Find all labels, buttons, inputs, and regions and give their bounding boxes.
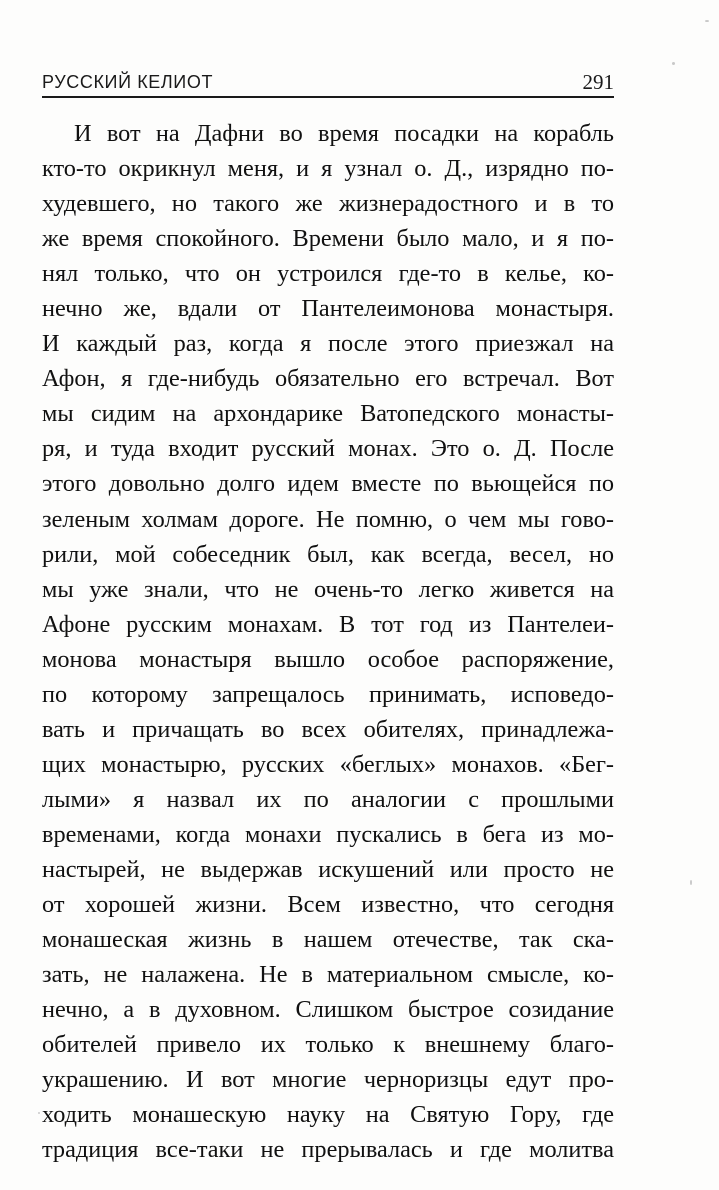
text-line: временами, когда монахи пускались в бега из мо- [42, 820, 614, 848]
scan-speck [705, 20, 709, 22]
text-line: кто-то окрикнул меня, и я узнал о. Д., изрядно по- [42, 155, 614, 183]
text-line: нечно, а в духовном. Слишком быстрое созидание [42, 996, 614, 1024]
text-line: И вот на Дафни во время посадки на корабль [74, 120, 614, 147]
text-line: традиция все-таки не прерывалась и где молитва [42, 1136, 614, 1164]
text-line: этого довольно долго идем вместе по вьющейся по [42, 470, 614, 498]
text-line: Афоне русским монахам. В тот год из Пантелеи- [42, 610, 614, 638]
text-line: вать и причащать во всех обителях, принадлежа- [42, 715, 614, 743]
text-line: худевшего, но такого же жизнерадостного и в то [42, 190, 614, 218]
running-head: РУССКИЙ КЕЛИОТ [42, 72, 214, 92]
text-line: Афон, я где-нибудь обязательно его встречал. Вот [42, 365, 614, 393]
text-line: по которому запрещалось принимать, исповедо- [42, 680, 614, 708]
text-line: же время спокойного. Времени было мало, и я по- [42, 225, 614, 253]
text-line: от хорошей жизни. Всем известно, что сегодня [42, 891, 614, 919]
text-line: рили, мой собеседник был, как всегда, весел, но [42, 540, 614, 568]
body-text [42, 116, 614, 1167]
text-line: нечно же, вдали от Пантелеимонова монастыря. [42, 295, 614, 323]
text-line: щих монастырю, русских «беглых» монахов. «Бег- [42, 750, 614, 778]
scan-speck [672, 62, 675, 65]
text-line: лыми» я назвал их по аналогии с прошлыми [42, 785, 614, 813]
scan-speck [690, 880, 692, 885]
text-line: зать, не налажена. Не в материальном смысле, ко- [42, 961, 614, 989]
text-line: монова монастыря вышло особое распоряжение, [42, 645, 614, 673]
text-line: монашеская жизнь в нашем отечестве, так ска- [42, 926, 614, 954]
text-line: зеленым холмам дороге. Не помню, о чем мы гово- [42, 505, 614, 533]
text-line: обителей привело их только к внешнему благо- [42, 1031, 614, 1059]
scan-speck [38, 1112, 40, 1114]
text-line: ря, и туда входит русский монах. Это о. Д. После [42, 435, 614, 463]
text-line: настырей, не выдержав искушений или просто не [42, 855, 614, 883]
text-line: украшению. И вот многие черноризцы едут про- [42, 1066, 614, 1094]
text-line: И каждый раз, когда я после этого приезжал на [42, 330, 614, 358]
text-line: нял только, что он устроился где-то в келье, ко- [42, 260, 614, 288]
text-line: мы сидим на архондарике Ватопедского монасты- [42, 400, 614, 428]
text-line: ходить монашескую науку на Святую Гору, где [42, 1101, 614, 1129]
page-header [42, 70, 614, 98]
text-line: мы уже знали, что не очень-то легко живется на [42, 575, 614, 603]
page-number: 291 [582, 70, 614, 94]
